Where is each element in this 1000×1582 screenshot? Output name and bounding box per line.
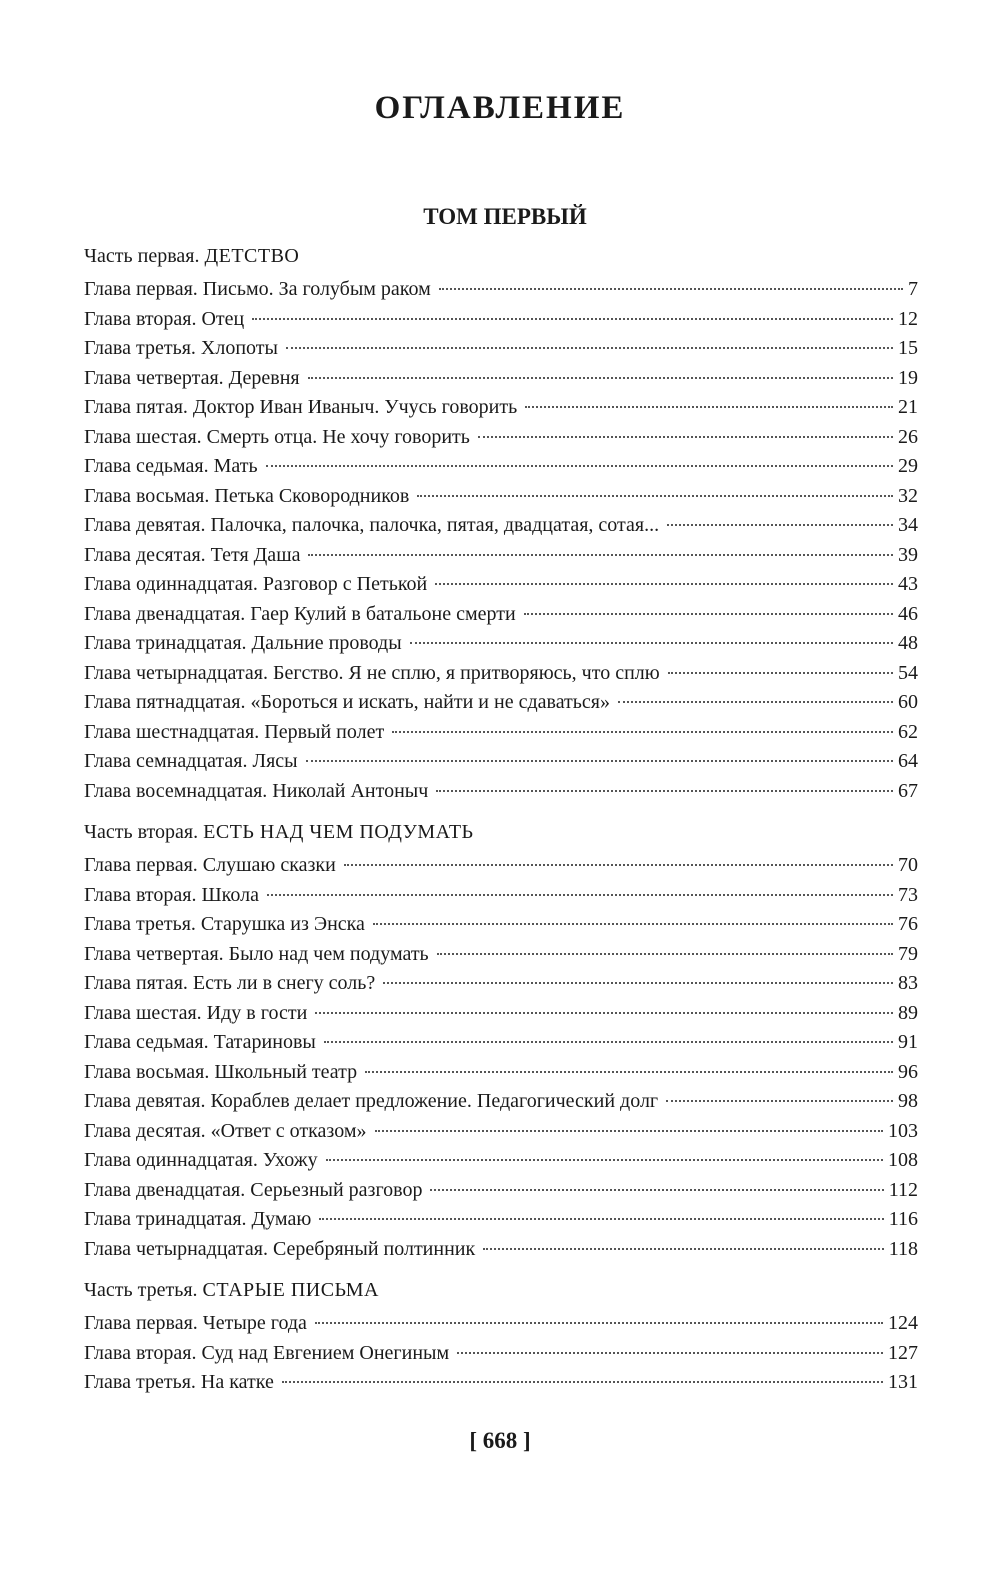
part-section (84, 242, 918, 806)
chapter-title: Глава двенадцатая. Серьезный разговор (84, 1178, 423, 1201)
chapter-page-number: 39 (898, 543, 918, 566)
chapter-entry (84, 1058, 918, 1088)
chapter-page-number: 12 (898, 307, 918, 330)
chapter-entry (84, 969, 918, 999)
chapter-page-number: 118 (888, 1237, 918, 1260)
dot-leader (315, 1322, 883, 1324)
chapter-entry (84, 305, 918, 335)
chapter-page-number: 112 (888, 1178, 918, 1201)
dot-leader (282, 1381, 883, 1383)
chapter-entry (84, 1117, 918, 1147)
chapter-page-number: 83 (898, 972, 918, 994)
volume-title: ТОМ ПЕРВЫЙ (423, 204, 587, 229)
chapter-title: Глава шестая. Смерть отца. Не хочу говорить (84, 425, 470, 448)
dot-leader (478, 436, 893, 438)
dot-leader (267, 894, 893, 896)
chapter-entry (84, 1205, 918, 1235)
chapter-page-number: 46 (898, 602, 918, 625)
chapter-entry (84, 1146, 918, 1176)
chapter-page-number: 26 (898, 425, 918, 448)
chapter-list (84, 1309, 918, 1398)
chapter-page-number: 79 (898, 942, 918, 965)
chapter-entry (84, 1309, 918, 1339)
chapter-entry (84, 541, 918, 571)
dot-leader (483, 1248, 884, 1250)
chapter-page-number: 48 (898, 632, 918, 654)
page-number: [ 668 ] (469, 1428, 531, 1453)
dot-leader (365, 1071, 893, 1073)
chapter-entry (84, 718, 918, 748)
chapter-page-number: 73 (898, 883, 918, 906)
chapter-title: Глава четырнадцатая. Серебряный полтинник (84, 1237, 476, 1260)
chapter-entry (84, 452, 918, 482)
chapter-page-number: 89 (898, 1001, 918, 1024)
chapter-page-number: 19 (898, 366, 918, 389)
dot-leader (375, 1130, 884, 1132)
dot-leader (667, 524, 893, 526)
part-section (84, 818, 918, 1264)
chapter-page-number: 96 (898, 1060, 918, 1083)
dot-leader (315, 1012, 893, 1014)
chapter-title: Глава первая. Четыре года (84, 1312, 307, 1334)
dot-leader (324, 1041, 893, 1043)
chapter-title: Глава вторая. Школа (84, 883, 259, 906)
chapter-entry (84, 659, 918, 689)
chapter-title: Глава третья. На катке (84, 1371, 274, 1393)
chapter-title: Глава двенадцатая. Гаер Кулий в батальоне смерти (84, 602, 516, 625)
dot-leader (525, 406, 893, 408)
chapter-page-number: 70 (898, 854, 918, 876)
chapter-page-number: 32 (898, 484, 918, 507)
chapter-entry (84, 851, 918, 881)
dot-leader (308, 377, 893, 379)
chapter-page-number: 64 (898, 750, 918, 772)
chapter-entry (84, 393, 918, 423)
part-name: ЕСТЬ НАД ЧЕМ ПОДУМАТЬ (203, 821, 474, 843)
dot-leader (666, 1100, 893, 1102)
chapter-title: Глава пятая. Есть ли в снегу соль? (84, 972, 376, 994)
chapter-title: Глава одиннадцатая. Ухожу (84, 1149, 318, 1171)
chapter-page-number: 29 (898, 455, 918, 477)
chapter-title: Глава четвертая. Было над чем подумать (84, 942, 429, 965)
part-heading (84, 242, 918, 270)
chapter-page-number: 21 (898, 396, 918, 418)
part-name: ДЕТСТВО (204, 245, 300, 267)
dot-leader (524, 613, 893, 615)
chapter-page-number: 116 (888, 1208, 918, 1230)
chapter-entry (84, 511, 918, 541)
chapter-title: Глава вторая. Отец (84, 307, 245, 330)
chapter-page-number: 91 (898, 1031, 918, 1053)
chapter-title: Глава третья. Старушка из Энска (84, 913, 365, 935)
chapter-entry (84, 629, 918, 659)
chapter-title: Глава семнадцатая. Лясы (84, 750, 298, 772)
chapter-title: Глава третья. Хлопоты (84, 337, 278, 359)
dot-leader (417, 495, 893, 497)
dot-leader (392, 731, 893, 733)
dot-leader (286, 347, 893, 349)
chapter-title: Глава восьмая. Петька Сковородников (84, 484, 410, 507)
chapter-page-number: 131 (888, 1371, 918, 1393)
chapter-page-number: 54 (898, 661, 918, 684)
chapter-title: Глава пятая. Доктор Иван Иваныч. Учусь говорить (84, 396, 518, 418)
chapter-page-number: 76 (898, 913, 918, 935)
chapter-title: Глава девятая. Палочка, палочка, палочка, пятая, двадцатая, сотая... (84, 514, 660, 536)
chapter-entry (84, 1235, 918, 1265)
part-label: Часть вторая. (84, 821, 199, 843)
chapter-title: Глава тринадцатая. Думаю (84, 1208, 312, 1230)
chapter-title: Глава восемнадцатая. Николай Антоныч (84, 779, 429, 802)
dot-leader (383, 982, 893, 984)
chapter-entry (84, 1028, 918, 1058)
chapter-title: Глава девятая. Кораблев делает предложение. Педагогический долг (84, 1090, 659, 1112)
chapter-title: Глава шестнадцатая. Первый полет (84, 720, 385, 743)
dot-leader (266, 465, 893, 467)
chapter-entry (84, 364, 918, 394)
dot-leader (319, 1218, 883, 1220)
part-heading (84, 818, 918, 846)
chapter-page-number: 62 (898, 720, 918, 743)
chapter-page-number: 43 (898, 573, 918, 595)
chapter-entry (84, 688, 918, 718)
dot-leader (439, 288, 903, 290)
chapter-page-number: 34 (898, 514, 918, 536)
chapter-page-number: 60 (898, 691, 918, 713)
chapter-entry (84, 1087, 918, 1117)
dot-leader (344, 864, 893, 866)
part-section (84, 1276, 918, 1398)
dot-leader (308, 554, 893, 556)
chapter-entry (84, 482, 918, 512)
chapter-entry (84, 423, 918, 453)
dot-leader (618, 701, 893, 703)
chapter-title: Глава четвертая. Деревня (84, 366, 300, 389)
dot-leader (373, 923, 893, 925)
chapter-page-number: 7 (908, 278, 918, 300)
chapter-title: Глава первая. Письмо. За голубым раком (84, 278, 431, 300)
chapter-page-number: 127 (888, 1341, 918, 1364)
chapter-entry (84, 570, 918, 600)
chapter-title: Глава седьмая. Татариновы (84, 1031, 316, 1053)
chapter-title: Глава тринадцатая. Дальние проводы (84, 632, 402, 654)
chapter-title: Глава десятая. Тетя Даша (84, 543, 301, 566)
chapter-entry (84, 1176, 918, 1206)
chapter-page-number: 124 (888, 1312, 918, 1334)
dot-leader (306, 760, 893, 762)
chapter-page-number: 103 (888, 1119, 918, 1142)
chapter-title: Глава седьмая. Мать (84, 455, 258, 477)
dot-leader (668, 672, 893, 674)
chapter-title: Глава четырнадцатая. Бегство. Я не сплю, я притворяюсь, что сплю (84, 661, 660, 684)
chapter-title: Глава десятая. «Ответ с отказом» (84, 1119, 367, 1142)
chapter-entry (84, 999, 918, 1029)
dot-leader (457, 1352, 883, 1354)
dot-leader (436, 790, 893, 792)
chapter-entry (84, 600, 918, 630)
chapter-page-number: 67 (898, 779, 918, 802)
part-heading (84, 1276, 918, 1304)
chapter-list (84, 851, 918, 1264)
chapter-entry (84, 747, 918, 777)
chapter-entry (84, 881, 918, 911)
chapter-title: Глава вторая. Суд над Евгением Онегиным (84, 1341, 450, 1364)
dot-leader (430, 1189, 883, 1191)
table-of-contents (84, 242, 918, 1410)
chapter-title: Глава шестая. Иду в гости (84, 1001, 308, 1024)
dot-leader (437, 953, 893, 955)
part-label: Часть третья. (84, 1279, 198, 1301)
chapter-list (84, 275, 918, 806)
chapter-entry (84, 1339, 918, 1369)
dot-leader (410, 642, 893, 644)
chapter-entry (84, 334, 918, 364)
chapter-title: Глава восьмая. Школьный театр (84, 1060, 358, 1083)
page-title: ОГЛАВЛЕНИЕ (374, 90, 626, 126)
chapter-entry (84, 910, 918, 940)
part-label: Часть первая. (84, 245, 200, 267)
chapter-page-number: 108 (888, 1149, 918, 1171)
chapter-page-number: 98 (898, 1090, 918, 1112)
part-name: СТАРЫЕ ПИСЬМА (202, 1279, 379, 1301)
chapter-title: Глава первая. Слушаю сказки (84, 854, 336, 876)
chapter-page-number: 15 (898, 337, 918, 359)
chapter-entry (84, 1368, 918, 1398)
chapter-entry (84, 940, 918, 970)
dot-leader (326, 1159, 883, 1161)
chapter-title: Глава пятнадцатая. «Бороться и искать, найти и не сдаваться» (84, 691, 610, 713)
dot-leader (435, 583, 893, 585)
chapter-entry (84, 777, 918, 807)
dot-leader (252, 318, 893, 320)
chapter-entry (84, 275, 918, 305)
chapter-title: Глава одиннадцатая. Разговор с Петькой (84, 573, 428, 595)
